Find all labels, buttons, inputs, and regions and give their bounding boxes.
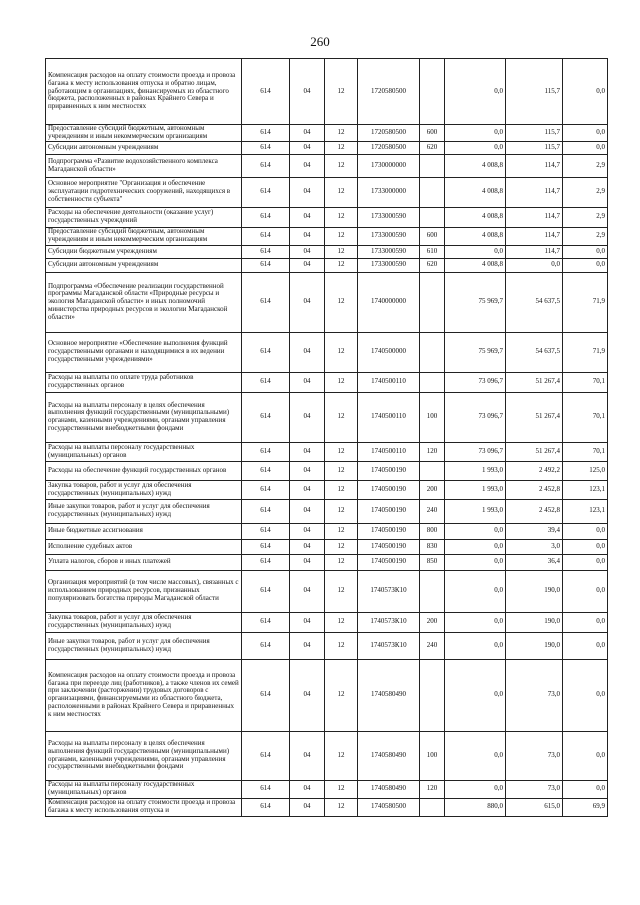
cell-expense-type: 240 (420, 499, 445, 523)
cell-fact: 2 492,2 (506, 461, 563, 480)
cell-fact: 54 637,5 (506, 332, 563, 372)
budget-table (45, 58, 608, 817)
cell-plan: 0,0 (445, 59, 506, 125)
cell-target-article: 1740500190 (358, 554, 420, 570)
cell-ved: 614 (242, 125, 290, 142)
cell-expense-type: 200 (420, 480, 445, 499)
cell-target-article: 1740500110 (358, 392, 420, 442)
cell-section: 04 (290, 227, 325, 245)
cell-fact: 51 267,4 (506, 442, 563, 461)
cell-plan: 73 096,7 (445, 392, 506, 442)
cell-subsection: 12 (325, 207, 358, 227)
cell-ved: 614 (242, 612, 290, 632)
cell-expense-type (420, 272, 445, 332)
cell-subsection: 12 (325, 125, 358, 142)
cell-target-article: 1740500190 (358, 539, 420, 554)
cell-expense-type: 200 (420, 612, 445, 632)
cell-plan: 4 008,8 (445, 154, 506, 177)
cell-ved: 614 (242, 731, 290, 780)
table-row (46, 207, 608, 227)
cell-section: 04 (290, 442, 325, 461)
table-row (46, 59, 608, 125)
cell-percent: 0,0 (563, 258, 608, 272)
cell-percent: 2,9 (563, 177, 608, 207)
cell-plan: 0,0 (445, 570, 506, 612)
cell-name: Закупка товаров, работ и услуг для обеспечения государственных (муниципальных) нужд (46, 612, 242, 632)
cell-target-article: 1730000000 (358, 154, 420, 177)
cell-subsection: 12 (325, 659, 358, 731)
cell-expense-type: 800 (420, 523, 445, 539)
cell-percent: 123,1 (563, 480, 608, 499)
cell-ved: 614 (242, 798, 290, 816)
cell-fact: 51 267,4 (506, 392, 563, 442)
cell-fact: 73,0 (506, 780, 563, 798)
cell-percent: 0,0 (563, 570, 608, 612)
cell-name: Основное мероприятие "Организация и обеспечение эксплуатации гидротехнических сооружений, находящихся в собственности субъекта" (46, 177, 242, 207)
table-row (46, 125, 608, 142)
cell-section: 04 (290, 272, 325, 332)
cell-subsection: 12 (325, 554, 358, 570)
cell-name: Предоставление субсидий бюджетным, автономным учреждениям и иным некоммерческим организациям (46, 125, 242, 142)
cell-target-article: 1740000000 (358, 272, 420, 332)
cell-plan: 0,0 (445, 141, 506, 154)
cell-ved: 614 (242, 258, 290, 272)
cell-name: Расходы на обеспечение функций государственных органов (46, 461, 242, 480)
table-row (46, 258, 608, 272)
cell-section: 04 (290, 480, 325, 499)
cell-plan: 0,0 (445, 632, 506, 659)
cell-section: 04 (290, 731, 325, 780)
cell-fact: 114,7 (506, 154, 563, 177)
cell-ved: 614 (242, 141, 290, 154)
cell-name: Компенсация расходов на оплату стоимости проезда и провоза багажа к месту использования отпуска и (46, 798, 242, 816)
cell-ved: 614 (242, 632, 290, 659)
cell-fact: 115,7 (506, 59, 563, 125)
cell-fact: 36,4 (506, 554, 563, 570)
cell-subsection: 12 (325, 245, 358, 258)
cell-ved: 614 (242, 245, 290, 258)
table-row (46, 177, 608, 207)
cell-plan: 75 969,7 (445, 272, 506, 332)
table-row (46, 227, 608, 245)
cell-subsection: 12 (325, 480, 358, 499)
cell-plan: 0,0 (445, 523, 506, 539)
cell-percent: 125,0 (563, 461, 608, 480)
cell-percent: 0,0 (563, 780, 608, 798)
cell-fact: 190,0 (506, 570, 563, 612)
table-row (46, 570, 608, 612)
cell-section: 04 (290, 392, 325, 442)
cell-name: Организация мероприятий (в том числе массовых), связанных с использованием природных ресурсов, признанных популяризовать богатства природы Магаданской области (46, 570, 242, 612)
cell-expense-type (420, 59, 445, 125)
cell-subsection: 12 (325, 780, 358, 798)
cell-percent: 71,9 (563, 332, 608, 372)
cell-subsection: 12 (325, 154, 358, 177)
cell-section: 04 (290, 372, 325, 392)
table-row (46, 554, 608, 570)
cell-plan: 75 969,7 (445, 332, 506, 372)
cell-name: Расходы на обеспечение деятельности (оказание услуг) государственных учреждений (46, 207, 242, 227)
table-row (46, 141, 608, 154)
cell-target-article: 1720580500 (358, 59, 420, 125)
table-row (46, 461, 608, 480)
cell-section: 04 (290, 207, 325, 227)
cell-fact: 39,4 (506, 523, 563, 539)
cell-subsection: 12 (325, 731, 358, 780)
cell-section: 04 (290, 570, 325, 612)
cell-subsection: 12 (325, 442, 358, 461)
cell-ved: 614 (242, 554, 290, 570)
cell-section: 04 (290, 780, 325, 798)
cell-subsection: 12 (325, 332, 358, 372)
cell-plan: 0,0 (445, 125, 506, 142)
cell-section: 04 (290, 798, 325, 816)
table-row (46, 480, 608, 499)
cell-fact: 51 267,4 (506, 372, 563, 392)
cell-ved: 614 (242, 659, 290, 731)
cell-target-article: 1733000590 (358, 207, 420, 227)
cell-section: 04 (290, 461, 325, 480)
cell-plan: 0,0 (445, 612, 506, 632)
cell-percent: 2,9 (563, 154, 608, 177)
cell-ved: 614 (242, 272, 290, 332)
cell-section: 04 (290, 539, 325, 554)
cell-expense-type: 600 (420, 227, 445, 245)
cell-percent: 2,9 (563, 207, 608, 227)
cell-target-article: 174057ЗК10 (358, 632, 420, 659)
cell-percent: 0,0 (563, 245, 608, 258)
cell-expense-type (420, 207, 445, 227)
cell-ved: 614 (242, 570, 290, 612)
cell-section: 04 (290, 332, 325, 372)
cell-name: Подпрограмма «Развитие водохозяйственного комплекса Магаданской области» (46, 154, 242, 177)
cell-target-article: 1740580490 (358, 731, 420, 780)
cell-plan: 73 096,7 (445, 372, 506, 392)
table-row (46, 659, 608, 731)
cell-target-article: 1740580490 (358, 780, 420, 798)
cell-expense-type (420, 798, 445, 816)
cell-expense-type (420, 154, 445, 177)
cell-name: Подпрограмма «Обеспечение реализации государственной программы Магаданской области «Природные ресурсы и экология Магаданской области» и иных полномочий министерства природных ресурсов и экологии Магаданской области» (46, 272, 242, 332)
cell-name: Исполнение судебных актов (46, 539, 242, 554)
cell-section: 04 (290, 154, 325, 177)
cell-percent: 0,0 (563, 59, 608, 125)
cell-name: Компенсация расходов на оплату стоимости проезда и провоза багажа при переезде лиц (работников), а также членов их семей при заключении (расторжении) трудовых договоров с организациями, финансируемыми из областного бюджета, расположенными в районах Крайнего Севера и приравненных к ним местностях (46, 659, 242, 731)
cell-target-article: 1740500110 (358, 372, 420, 392)
cell-target-article: 174057ЗК10 (358, 570, 420, 612)
cell-name: Субсидии бюджетным учреждениям (46, 245, 242, 258)
cell-subsection: 12 (325, 141, 358, 154)
cell-subsection: 12 (325, 499, 358, 523)
cell-section: 04 (290, 141, 325, 154)
cell-name: Расходы на выплаты по оплате труда работников государственных органов (46, 372, 242, 392)
cell-subsection: 12 (325, 461, 358, 480)
cell-plan: 4 008,8 (445, 207, 506, 227)
cell-section: 04 (290, 632, 325, 659)
cell-subsection: 12 (325, 612, 358, 632)
table-row (46, 372, 608, 392)
cell-target-article: 174057ЗК10 (358, 612, 420, 632)
table-row (46, 245, 608, 258)
cell-name: Расходы на выплаты персоналу в целях обеспечения выполнения функций государственными (муниципальными) органами, казенными учреждениями, органами управления государственными внебюджетными фондами (46, 392, 242, 442)
cell-name: Иные закупки товаров, работ и услуг для обеспечения государственных (муниципальных) нужд (46, 632, 242, 659)
cell-fact: 114,7 (506, 245, 563, 258)
cell-plan: 4 008,8 (445, 258, 506, 272)
cell-name: Расходы на выплаты персоналу государственных (муниципальных) органов (46, 780, 242, 798)
cell-expense-type: 620 (420, 258, 445, 272)
cell-fact: 115,7 (506, 125, 563, 142)
cell-fact: 2 452,8 (506, 480, 563, 499)
cell-subsection: 12 (325, 798, 358, 816)
cell-percent: 70,1 (563, 442, 608, 461)
table-row (46, 499, 608, 523)
cell-percent: 70,1 (563, 372, 608, 392)
cell-subsection: 12 (325, 227, 358, 245)
cell-subsection: 12 (325, 632, 358, 659)
cell-target-article: 1733000590 (358, 245, 420, 258)
cell-target-article: 1740500110 (358, 442, 420, 461)
table-row (46, 332, 608, 372)
cell-name: Предоставление субсидий бюджетным, автономным учреждениям и иным некоммерческим организациям (46, 227, 242, 245)
cell-target-article: 1740500190 (358, 523, 420, 539)
cell-fact: 0,0 (506, 258, 563, 272)
cell-expense-type: 610 (420, 245, 445, 258)
cell-target-article: 1720580500 (358, 125, 420, 142)
table-row (46, 392, 608, 442)
cell-ved: 614 (242, 227, 290, 245)
cell-plan: 1 993,0 (445, 499, 506, 523)
cell-target-article: 1740500190 (358, 461, 420, 480)
cell-plan: 0,0 (445, 659, 506, 731)
cell-fact: 190,0 (506, 612, 563, 632)
cell-percent: 0,0 (563, 554, 608, 570)
cell-percent: 2,9 (563, 227, 608, 245)
cell-section: 04 (290, 59, 325, 125)
cell-expense-type: 830 (420, 539, 445, 554)
cell-percent: 0,0 (563, 141, 608, 154)
cell-fact: 114,7 (506, 177, 563, 207)
cell-expense-type (420, 332, 445, 372)
table-body (46, 59, 608, 817)
cell-ved: 614 (242, 442, 290, 461)
cell-ved: 614 (242, 177, 290, 207)
cell-ved: 614 (242, 59, 290, 125)
cell-subsection: 12 (325, 539, 358, 554)
table-row (46, 731, 608, 780)
cell-section: 04 (290, 659, 325, 731)
table-row (46, 539, 608, 554)
cell-name: Расходы на выплаты персоналу в целях обеспечения выполнения функций государственными (муниципальными) органами, казенными учреждениями, органами управления государственными внебюджетными фондами (46, 731, 242, 780)
cell-section: 04 (290, 177, 325, 207)
cell-percent: 71,9 (563, 272, 608, 332)
cell-subsection: 12 (325, 523, 358, 539)
cell-expense-type: 120 (420, 780, 445, 798)
cell-ved: 614 (242, 154, 290, 177)
cell-ved: 614 (242, 372, 290, 392)
cell-ved: 614 (242, 480, 290, 499)
cell-subsection: 12 (325, 272, 358, 332)
cell-ved: 614 (242, 539, 290, 554)
table-row (46, 442, 608, 461)
cell-ved: 614 (242, 332, 290, 372)
cell-expense-type: 850 (420, 554, 445, 570)
cell-subsection: 12 (325, 392, 358, 442)
cell-expense-type: 620 (420, 141, 445, 154)
cell-percent: 0,0 (563, 125, 608, 142)
cell-target-article: 1740580500 (358, 798, 420, 816)
cell-plan: 73 096,7 (445, 442, 506, 461)
cell-expense-type (420, 659, 445, 731)
cell-fact: 115,7 (506, 141, 563, 154)
cell-ved: 614 (242, 499, 290, 523)
table-row (46, 612, 608, 632)
cell-expense-type: 100 (420, 731, 445, 780)
cell-expense-type: 240 (420, 632, 445, 659)
table-row (46, 798, 608, 816)
cell-name: Закупка товаров, работ и услуг для обеспечения государственных (муниципальных) нужд (46, 480, 242, 499)
cell-name: Иные бюджетные ассигнования (46, 523, 242, 539)
cell-section: 04 (290, 499, 325, 523)
cell-expense-type (420, 461, 445, 480)
table-row (46, 780, 608, 798)
cell-target-article: 1740500190 (358, 480, 420, 499)
cell-fact: 73,0 (506, 659, 563, 731)
cell-target-article: 1733000000 (358, 177, 420, 207)
cell-ved: 614 (242, 461, 290, 480)
cell-ved: 614 (242, 207, 290, 227)
cell-fact: 114,7 (506, 227, 563, 245)
cell-plan: 880,0 (445, 798, 506, 816)
cell-subsection: 12 (325, 59, 358, 125)
cell-percent: 123,1 (563, 499, 608, 523)
page-number: 260 (310, 34, 330, 49)
cell-expense-type: 600 (420, 125, 445, 142)
cell-percent: 0,0 (563, 612, 608, 632)
cell-target-article: 1720580500 (358, 141, 420, 154)
cell-section: 04 (290, 125, 325, 142)
cell-name: Уплата налогов, сборов и иных платежей (46, 554, 242, 570)
cell-plan: 0,0 (445, 731, 506, 780)
cell-section: 04 (290, 245, 325, 258)
cell-expense-type (420, 177, 445, 207)
table-row (46, 523, 608, 539)
cell-subsection: 12 (325, 570, 358, 612)
cell-plan: 1 993,0 (445, 480, 506, 499)
table-row (46, 632, 608, 659)
cell-section: 04 (290, 258, 325, 272)
cell-fact: 73,0 (506, 731, 563, 780)
cell-percent: 0,0 (563, 632, 608, 659)
cell-fact: 2 452,8 (506, 499, 563, 523)
cell-name: Основное мероприятие «Обеспечение выполнения функций государственными органами и находящимися в их ведении государственными учреждениями» (46, 332, 242, 372)
cell-name: Иные закупки товаров, работ и услуг для обеспечения государственных (муниципальных) нужд (46, 499, 242, 523)
cell-name: Компенсация расходов на оплату стоимости проезда и провоза багажа к месту использования отпуска и обратно лицам, работающим в организациях, финансируемых из областного бюджета, расположенных в районах Крайнего Севера и приравненных к ним местностях (46, 59, 242, 125)
cell-percent: 0,0 (563, 731, 608, 780)
cell-target-article: 1733000590 (358, 258, 420, 272)
cell-subsection: 12 (325, 177, 358, 207)
cell-plan: 0,0 (445, 554, 506, 570)
cell-target-article: 1740580490 (358, 659, 420, 731)
cell-name: Субсидии автономным учреждениям (46, 141, 242, 154)
cell-fact: 190,0 (506, 632, 563, 659)
cell-expense-type (420, 372, 445, 392)
cell-plan: 4 008,8 (445, 177, 506, 207)
cell-percent: 0,0 (563, 523, 608, 539)
table-row (46, 272, 608, 332)
cell-plan: 1 993,0 (445, 461, 506, 480)
cell-ved: 614 (242, 392, 290, 442)
cell-subsection: 12 (325, 372, 358, 392)
cell-plan: 4 008,8 (445, 227, 506, 245)
cell-section: 04 (290, 523, 325, 539)
cell-name: Субсидии автономным учреждениям (46, 258, 242, 272)
cell-fact: 3,0 (506, 539, 563, 554)
cell-plan: 0,0 (445, 780, 506, 798)
cell-expense-type: 100 (420, 392, 445, 442)
cell-ved: 614 (242, 523, 290, 539)
cell-target-article: 1733000590 (358, 227, 420, 245)
cell-section: 04 (290, 554, 325, 570)
cell-target-article: 1740500190 (358, 499, 420, 523)
cell-percent: 70,1 (563, 392, 608, 442)
cell-plan: 0,0 (445, 245, 506, 258)
cell-fact: 615,0 (506, 798, 563, 816)
cell-target-article: 1740500000 (358, 332, 420, 372)
cell-plan: 0,0 (445, 539, 506, 554)
cell-percent: 0,0 (563, 539, 608, 554)
cell-percent: 69,9 (563, 798, 608, 816)
table-row (46, 154, 608, 177)
cell-expense-type: 120 (420, 442, 445, 461)
cell-fact: 114,7 (506, 207, 563, 227)
cell-section: 04 (290, 612, 325, 632)
cell-name: Расходы на выплаты персоналу государственных (муниципальных) органов (46, 442, 242, 461)
cell-fact: 54 637,5 (506, 272, 563, 332)
cell-ved: 614 (242, 780, 290, 798)
cell-expense-type (420, 570, 445, 612)
cell-subsection: 12 (325, 258, 358, 272)
cell-percent: 0,0 (563, 659, 608, 731)
